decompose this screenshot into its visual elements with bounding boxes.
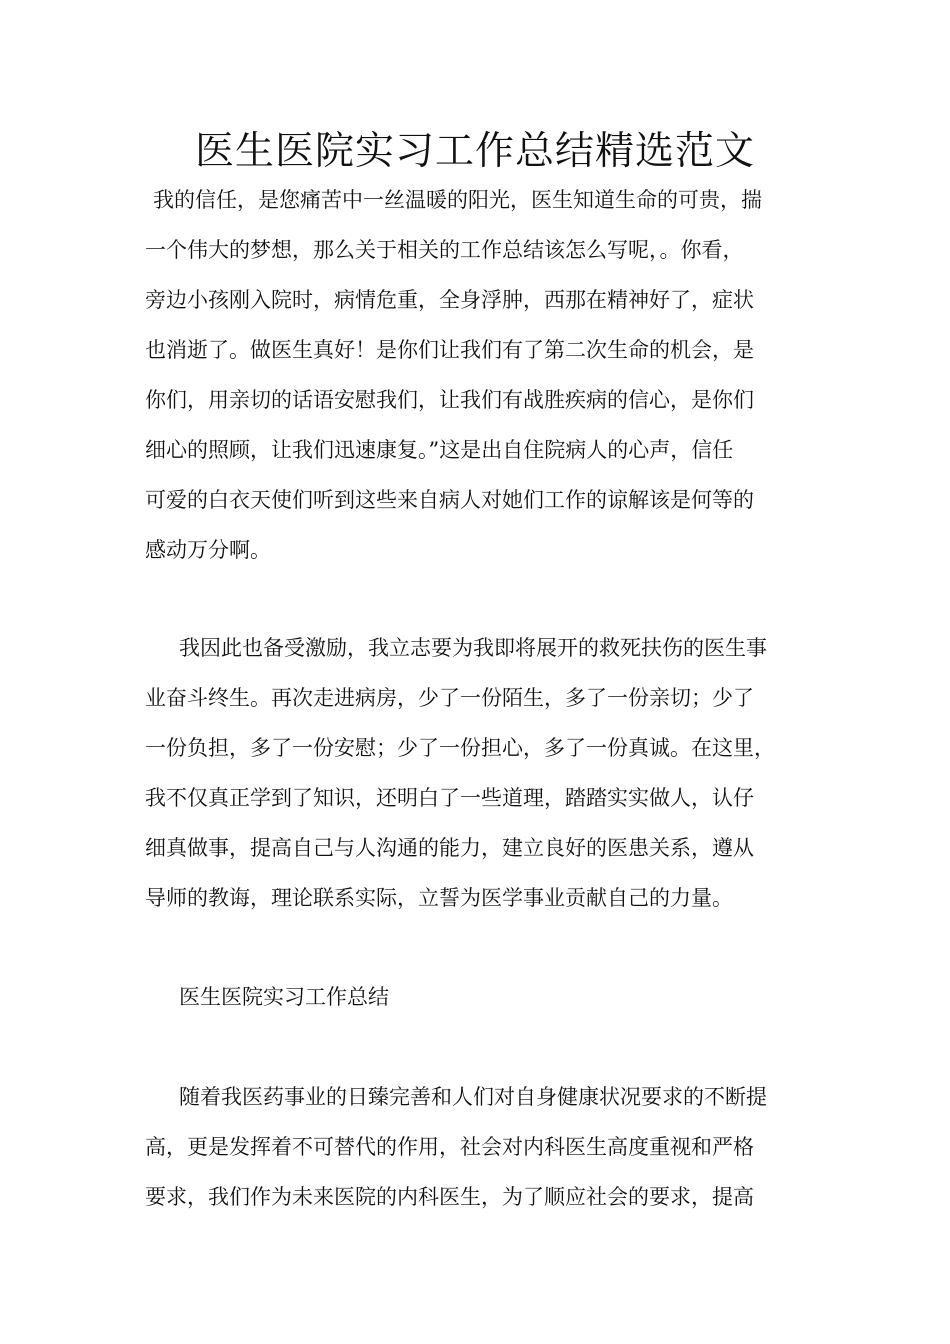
paragraph-1-line-7: 可爱的白衣天使们听到这些来自病人对她们工作的谅解该是何等的 xyxy=(145,488,754,512)
paragraph-3-line-3: 要求，我们作为未来医院的内科医生，为了顺应社会的要求，提高 xyxy=(145,1185,754,1209)
paragraph-2-line-5: 细真做事，提高自己与人沟通的能力，建立良好的医患关系，遵从 xyxy=(145,836,754,860)
paragraph-1-line-8: 感动万分啊。 xyxy=(145,538,271,562)
paragraph-3-line-2: 高，更是发挥着不可替代的作用，社会对内科医生高度重视和严格 xyxy=(145,1135,754,1159)
paragraph-1-line-1: 我的信任，是您痛苦中一丝温暖的阳光，医生知道生命的可贵，揣 xyxy=(153,188,762,212)
paragraph-1-line-5: 你们，用亲切的话语安慰我们，让我们有战胜疾病的信心，是你们 xyxy=(145,388,754,412)
paragraph-3-line-1: 随着我医药事业的日臻完善和人们对自身健康状况要求的不断提 xyxy=(179,1085,767,1109)
paragraph-1-line-4: 也消逝了。做医生真好！是你们让我们有了第二次生命的机会，是 xyxy=(145,338,754,362)
paragraph-2-line-3: 一份负担，多了一份安慰；少了一份担心，多了一份真诚。在这里， xyxy=(145,736,775,760)
paragraph-2-line-6: 导师的教诲，理论联系实际，立誓为医学事业贡献自己的力量。 xyxy=(145,886,733,910)
paragraph-1-line-6: 细心的照顾，让我们迅速康复。”这是出自住院病人的心声，信任 xyxy=(145,438,734,462)
paragraph-1-line-3: 旁边小孩刚入院时，病情危重，全身浮肿，西那在精神好了，症状 xyxy=(145,288,754,312)
paragraph-2-line-1: 我因此也备受激励，我立志要为我即将展开的救死扶伤的医生事 xyxy=(179,636,767,660)
paragraph-2-line-4: 我不仅真正学到了知识，还明白了一些道理，踏踏实实做人，认仔 xyxy=(145,786,754,810)
document-title: 医生医院实习工作总结精选范文 xyxy=(194,129,755,174)
section-heading: 医生医院实习工作总结 xyxy=(179,985,389,1009)
paragraph-2-line-2: 业奋斗终生。再次走进病房，少了一份陌生，多了一份亲切；少了 xyxy=(145,686,754,710)
paragraph-1-line-2: 一个伟大的梦想，那么关于相关的工作总结该怎么写呢，。你看， xyxy=(145,238,744,262)
